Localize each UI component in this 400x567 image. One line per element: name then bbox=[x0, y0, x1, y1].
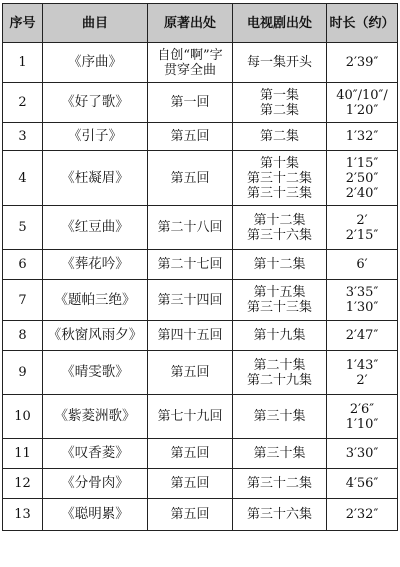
cell-episode: 第三十集 bbox=[233, 439, 327, 469]
cell-no: 7 bbox=[3, 280, 43, 321]
cell-no: 10 bbox=[3, 395, 43, 439]
cell-episode: 第三十集 bbox=[233, 395, 327, 439]
cell-duration: 2′47″ bbox=[327, 321, 398, 351]
cell-duration: 2′39″ bbox=[327, 43, 398, 83]
cell-duration: 2′6″ 1′10″ bbox=[327, 395, 398, 439]
cell-no: 13 bbox=[3, 499, 43, 531]
header-row bbox=[3, 4, 398, 43]
cell-source: 第五回 bbox=[148, 151, 233, 206]
cell-source: 第一回 bbox=[148, 83, 233, 123]
cell-title: 《引子》 bbox=[43, 123, 148, 151]
cell-no: 5 bbox=[3, 206, 43, 250]
song-table bbox=[2, 3, 398, 531]
table-row bbox=[3, 280, 398, 321]
cell-duration: 1′43″ 2′ bbox=[327, 351, 398, 395]
cell-source: 第二十八回 bbox=[148, 206, 233, 250]
cell-title: 《序曲》 bbox=[43, 43, 148, 83]
cell-source: 第二十七回 bbox=[148, 250, 233, 280]
cell-title: 《好了歌》 bbox=[43, 83, 148, 123]
cell-no: 8 bbox=[3, 321, 43, 351]
cell-no: 11 bbox=[3, 439, 43, 469]
cell-source: 第五回 bbox=[148, 351, 233, 395]
cell-episode: 第十五集 第三十三集 bbox=[233, 280, 327, 321]
header-episode: 电视剧出处 bbox=[233, 4, 327, 43]
cell-duration: 6′ bbox=[327, 250, 398, 280]
cell-source: 第五回 bbox=[148, 123, 233, 151]
cell-duration: 3′30″ bbox=[327, 439, 398, 469]
cell-episode: 第二集 bbox=[233, 123, 327, 151]
table-row bbox=[3, 321, 398, 351]
table-header bbox=[3, 4, 398, 43]
table-row bbox=[3, 499, 398, 531]
cell-no: 4 bbox=[3, 151, 43, 206]
cell-source: 第五回 bbox=[148, 439, 233, 469]
cell-source: 第五回 bbox=[148, 499, 233, 531]
cell-duration: 40″/10″/ 1′20″ bbox=[327, 83, 398, 123]
cell-title: 《分骨肉》 bbox=[43, 469, 148, 499]
cell-title: 《晴雯歌》 bbox=[43, 351, 148, 395]
table-row bbox=[3, 439, 398, 469]
cell-episode: 第十集 第三十二集 第三十三集 bbox=[233, 151, 327, 206]
cell-source: 第七十九回 bbox=[148, 395, 233, 439]
cell-title: 《聪明累》 bbox=[43, 499, 148, 531]
table-row bbox=[3, 43, 398, 83]
cell-source: 第四十五回 bbox=[148, 321, 233, 351]
table-row bbox=[3, 83, 398, 123]
song-table-container bbox=[2, 3, 398, 531]
header-no: 序号 bbox=[3, 4, 43, 43]
cell-title: 《题帕三绝》 bbox=[43, 280, 148, 321]
header-duration: 时长（约） bbox=[327, 4, 398, 43]
cell-title: 《葬花吟》 bbox=[43, 250, 148, 280]
cell-episode: 每一集开头 bbox=[233, 43, 327, 83]
cell-episode: 第十二集 bbox=[233, 250, 327, 280]
cell-source: 自创“啊”字 贯穿全曲 bbox=[148, 43, 233, 83]
cell-episode: 第三十二集 bbox=[233, 469, 327, 499]
cell-episode: 第十九集 bbox=[233, 321, 327, 351]
cell-episode: 第二十集 第二十九集 bbox=[233, 351, 327, 395]
header-title: 曲目 bbox=[43, 4, 148, 43]
cell-no: 9 bbox=[3, 351, 43, 395]
cell-no: 6 bbox=[3, 250, 43, 280]
cell-title: 《红豆曲》 bbox=[43, 206, 148, 250]
cell-duration: 2′ 2′15″ bbox=[327, 206, 398, 250]
cell-no: 2 bbox=[3, 83, 43, 123]
cell-duration: 1′32″ bbox=[327, 123, 398, 151]
table-row bbox=[3, 151, 398, 206]
cell-episode: 第三十六集 bbox=[233, 499, 327, 531]
header-source: 原著出处 bbox=[148, 4, 233, 43]
cell-title: 《秋窗风雨夕》 bbox=[43, 321, 148, 351]
cell-source: 第五回 bbox=[148, 469, 233, 499]
cell-no: 3 bbox=[3, 123, 43, 151]
cell-duration: 4′56″ bbox=[327, 469, 398, 499]
table-row bbox=[3, 123, 398, 151]
cell-no: 1 bbox=[3, 43, 43, 83]
cell-title: 《叹香菱》 bbox=[43, 439, 148, 469]
table-row bbox=[3, 250, 398, 280]
cell-duration: 3′35″ 1′30″ bbox=[327, 280, 398, 321]
cell-no: 12 bbox=[3, 469, 43, 499]
cell-title: 《枉凝眉》 bbox=[43, 151, 148, 206]
cell-title: 《紫菱洲歌》 bbox=[43, 395, 148, 439]
cell-episode: 第一集 第二集 bbox=[233, 83, 327, 123]
table-row bbox=[3, 351, 398, 395]
table-row bbox=[3, 206, 398, 250]
table-body bbox=[3, 43, 398, 531]
cell-duration: 1′15″ 2′50″ 2′40″ bbox=[327, 151, 398, 206]
table-row bbox=[3, 395, 398, 439]
table-row bbox=[3, 469, 398, 499]
cell-episode: 第十二集 第三十六集 bbox=[233, 206, 327, 250]
cell-source: 第三十四回 bbox=[148, 280, 233, 321]
cell-duration: 2′32″ bbox=[327, 499, 398, 531]
